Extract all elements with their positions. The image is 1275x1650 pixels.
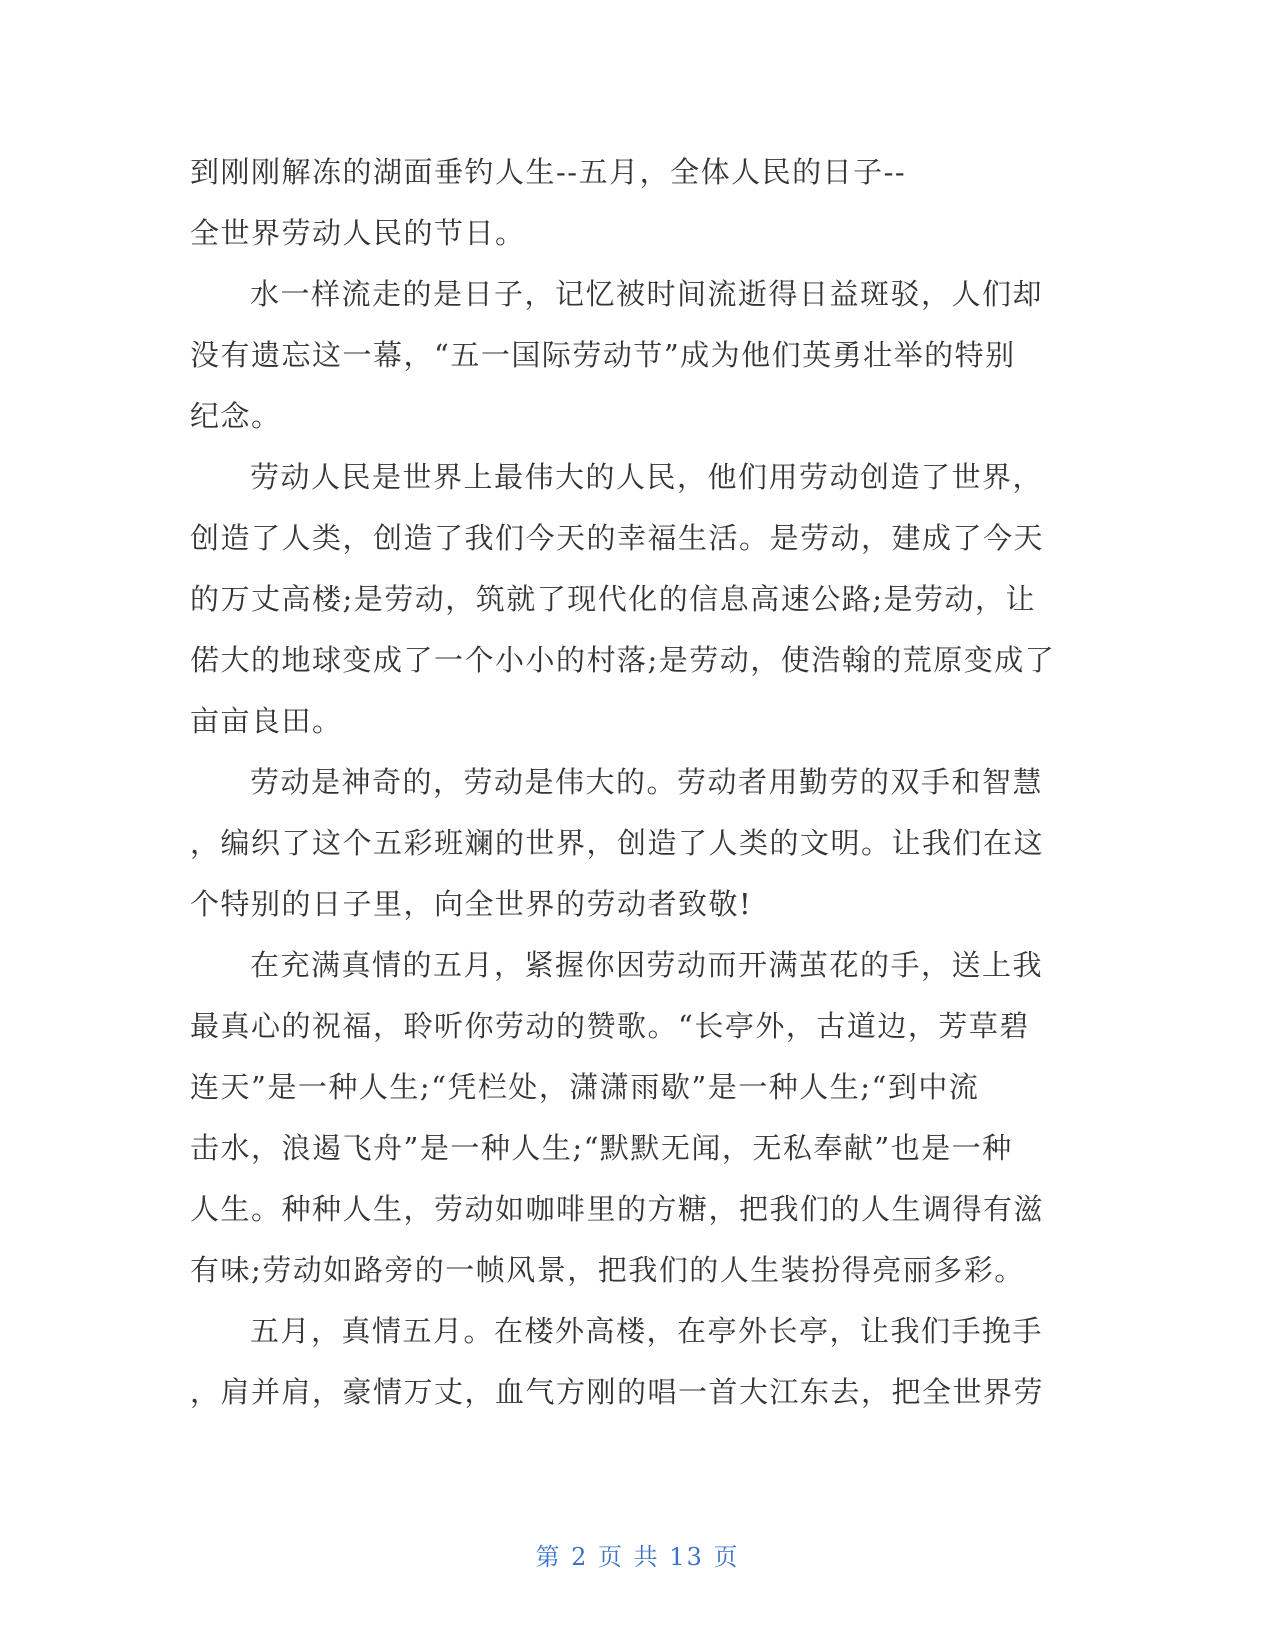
text-line: 人生。种种人生，劳动如咖啡里的方糖，把我们的人生调得有滋 [190, 1192, 1045, 1226]
text-line: 连天”是一种人生;“凭栏处，潇潇雨歇”是一种人生;“到中流 [190, 1070, 980, 1104]
text-line: 的万丈高楼;是劳动，筑就了现代化的信息高速公路;是劳动，让 [190, 582, 1037, 616]
text-line: 偌大的地球变成了一个小小的村落;是劳动，使浩翰的荒原变成了 [190, 643, 1056, 677]
text-line: ，编织了这个五彩班斓的世界，创造了人类的文明。让我们在这 [190, 826, 1045, 860]
text-line: 创造了人类，创造了我们今天的幸福生活。是劳动，建成了今天 [190, 521, 1045, 555]
paragraph-start-line: 水一样流走的是日子，记忆被时间流逝得日益斑驳，人们却 [250, 277, 1044, 311]
text-line: 最真心的祝福，聆听你劳动的赞歌。“长亭外，古道边，芳草碧 [190, 1009, 1030, 1043]
text-line: 亩亩良田。 [190, 704, 343, 738]
text-line: 到刚刚解冻的湖面垂钓人生--五月，全体人民的日子-- [190, 155, 907, 189]
text-line: 击水，浪遏飞舟”是一种人生;“默默无闻，无私奉献”也是一种 [190, 1131, 1013, 1165]
paragraph-start-line: 劳动人民是世界上最伟大的人民，他们用劳动创造了世界， [250, 460, 1044, 494]
paragraph-start-line: 劳动是神奇的，劳动是伟大的。劳动者用勤劳的双手和智慧 [250, 765, 1044, 799]
text-line: ，肩并肩，豪情万丈，血气方刚的唱一首大江东去，把全世界劳 [190, 1375, 1045, 1409]
page-number-footer: 第 2 页 共 13 页 [535, 1543, 740, 1571]
text-line: 个特别的日子里，向全世界的劳动者致敬! [190, 887, 753, 921]
text-line: 没有遗忘这一幕，“五一国际劳动节”成为他们英勇壮举的特别 [190, 338, 1016, 372]
text-line: 有味;劳动如路旁的一帧风景，把我们的人生装扮得亮丽多彩。 [190, 1253, 1025, 1287]
text-line: 纪念。 [190, 399, 282, 433]
document-body [190, 142, 1090, 1423]
text-line: 全世界劳动人民的节日。 [190, 216, 526, 250]
paragraph-start-line: 在充满真情的五月，紧握你因劳动而开满茧花的手，送上我 [250, 948, 1044, 982]
paragraph-start-line: 五月，真情五月。在楼外高楼，在亭外长亭，让我们手挽手 [250, 1314, 1044, 1348]
